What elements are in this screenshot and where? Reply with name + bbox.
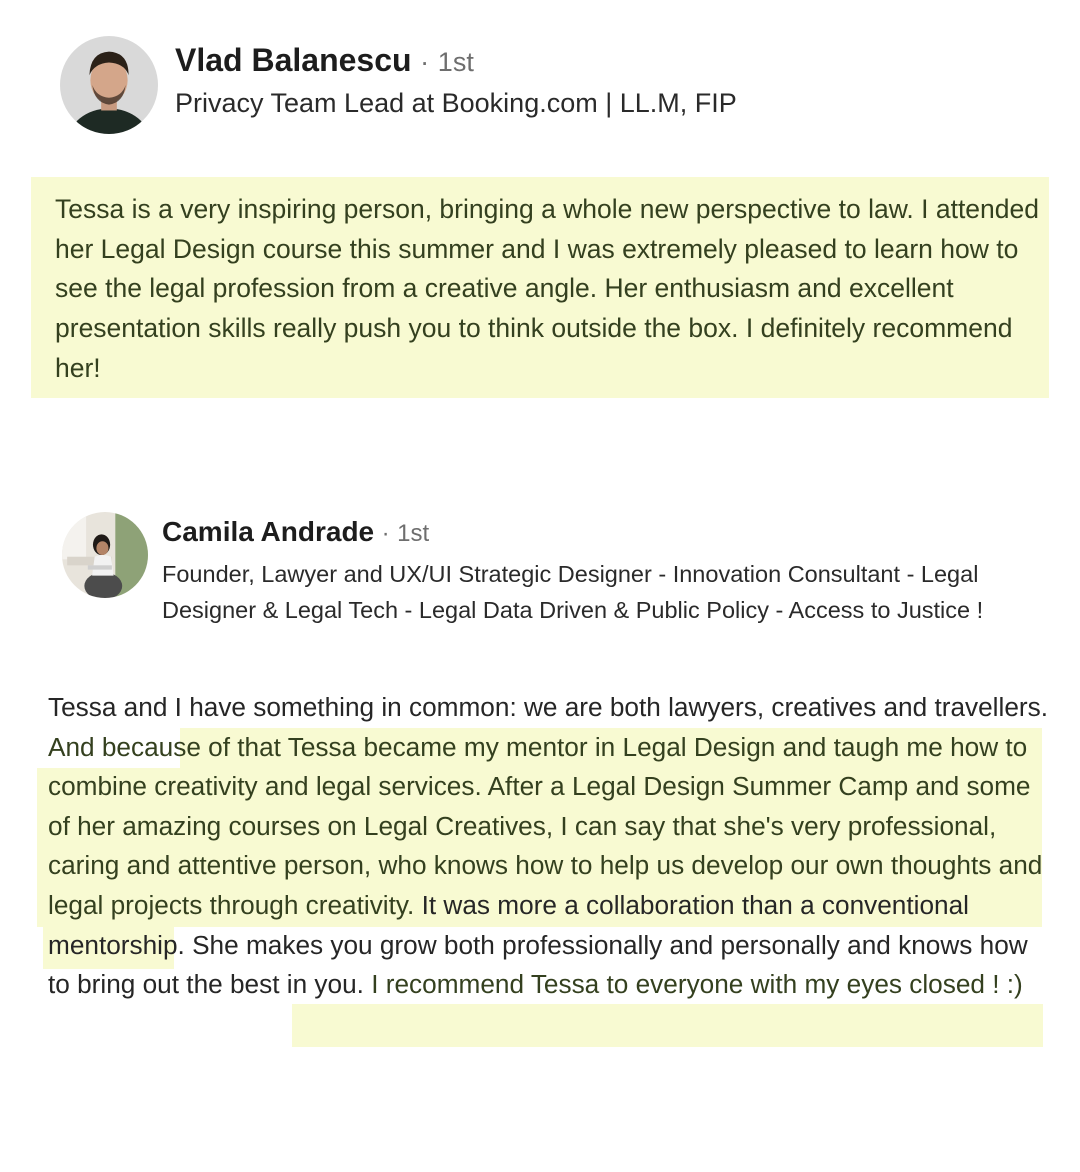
author-headline: Founder, Lawyer and UX/UI Strategic Designer - Innovation Consultant - Legal Designer & Legal Tech - Legal Data Driven & Public Policy - Access to Justice ! bbox=[162, 561, 984, 623]
author-name[interactable]: Vlad Balanescu bbox=[175, 42, 412, 78]
plain-text: It was more a collaboration than a conventional mentorship. She makes you grow both professionally and personally and knows how to bring out the best in you. bbox=[48, 889, 1028, 1000]
highlighted-text: I recommend Tessa to everyone with my eyes closed ! :) bbox=[371, 969, 1023, 1000]
avatar[interactable] bbox=[60, 36, 158, 134]
highlighted-text: And because of that Tessa became my mentor in Legal Design and taugh me how to combine creativity and legal services. After a Legal Design Summer Camp and some of her amazing courses on Legal Creatives, I can say that she's very professional, caring and attentive person, who knows how to help us develop our own thoughts and legal projects through creativity. bbox=[48, 731, 1043, 920]
separator-dot: · bbox=[420, 47, 430, 77]
author-name-line bbox=[162, 516, 429, 548]
separator-dot: · bbox=[381, 520, 390, 547]
author-name[interactable]: Camila Andrade bbox=[162, 516, 375, 547]
recommendation-text bbox=[48, 688, 1048, 1005]
recommendation-card bbox=[0, 0, 1080, 420]
profile-photo-icon bbox=[62, 512, 148, 598]
author-name-line bbox=[175, 42, 474, 79]
highlight-box bbox=[292, 1004, 1043, 1047]
plain-text: Tessa and I have something in common: we are both lawyers, creatives and travellers. bbox=[48, 692, 1048, 722]
recommendation-text bbox=[55, 190, 1040, 389]
author-headline: Privacy Team Lead at Booking.com | LL.M, FIP bbox=[175, 88, 737, 118]
avatar[interactable] bbox=[62, 512, 148, 598]
highlighted-text: Tessa is a very inspiring person, bringing a whole new perspective to law. I attended her Legal Design course this summer and I was extremely pleased to learn how to see the legal profession from a creative angle. Her enthusiasm and excellent presentation skills really push you to think outside the box. I definitely recommend her! bbox=[55, 194, 1039, 383]
profile-photo-icon bbox=[60, 36, 158, 134]
connection-degree: 1st bbox=[397, 520, 430, 547]
recommendation-card bbox=[0, 490, 1080, 1090]
connection-degree: 1st bbox=[437, 47, 474, 77]
